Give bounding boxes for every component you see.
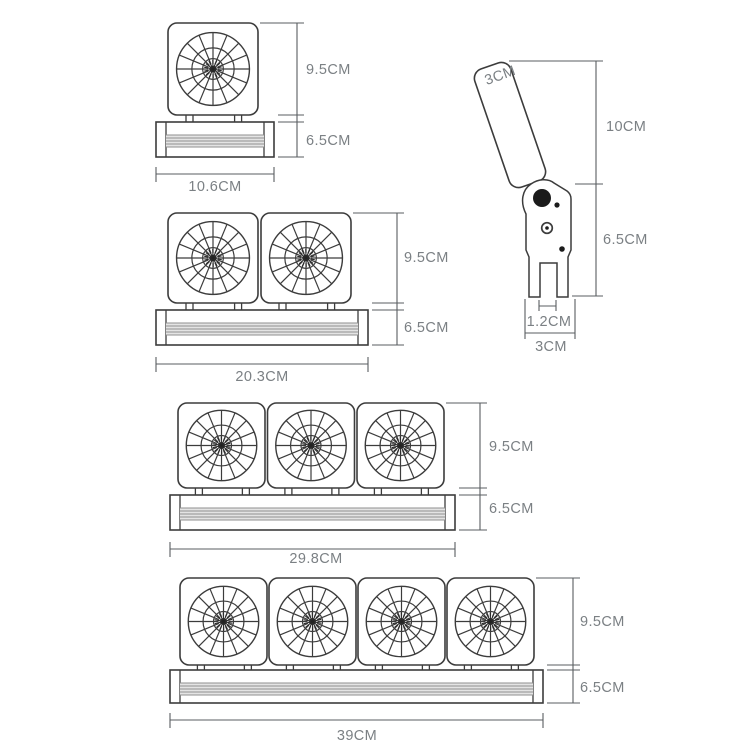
fan-grille — [365, 410, 435, 480]
dim-label-side-clamp-gap: 1.2CM — [526, 314, 572, 330]
dim-label-side-fan-length: 10CM — [606, 119, 647, 135]
dim-label-side-clamp-height: 6.5CM — [603, 232, 648, 248]
dim-label-fan-height-3: 9.5CM — [489, 439, 534, 455]
dim-label-width-2: 20.3CM — [235, 369, 289, 385]
unit-three-fan-drawing — [170, 403, 487, 557]
unit-four-fan-drawing — [170, 578, 580, 728]
fan-grille — [277, 586, 347, 656]
fan-grille — [177, 33, 250, 106]
dim-label-side-fan-thickness: 3CM — [482, 62, 519, 89]
fan-grille — [188, 586, 258, 656]
fan-grille — [276, 410, 346, 480]
fan-grille — [366, 586, 436, 656]
side-clamp — [523, 180, 571, 297]
mounting-base — [156, 122, 274, 157]
fan-grille — [455, 586, 525, 656]
fan-grille — [270, 222, 343, 295]
dim-label-width-4: 39CM — [336, 728, 378, 744]
dim-label-width-3: 29.8CM — [289, 551, 343, 567]
clamp-pivot — [533, 189, 551, 207]
dim-label-fan-height-2: 9.5CM — [404, 250, 449, 266]
dim-label-width-1: 10.6CM — [188, 179, 242, 195]
side-view-drawing — [472, 60, 603, 339]
dim-label-base-height-4: 6.5CM — [580, 680, 625, 696]
fan-grille — [186, 410, 256, 480]
fan-grille — [177, 222, 250, 295]
unit-two-fan-drawing — [156, 213, 404, 372]
dim-label-base-height-1: 6.5CM — [306, 133, 351, 149]
mounting-base — [156, 310, 368, 345]
dim-label-fan-height-1: 9.5CM — [306, 62, 351, 78]
dim-label-base-height-3: 6.5CM — [489, 501, 534, 517]
unit-one-fan-drawing — [156, 23, 304, 182]
dim-label-fan-height-4: 9.5CM — [580, 614, 625, 630]
dim-label-side-clamp-width: 3CM — [535, 339, 567, 355]
mounting-base — [170, 495, 455, 530]
dim-label-base-height-2: 6.5CM — [404, 320, 449, 336]
mounting-base — [170, 670, 543, 703]
